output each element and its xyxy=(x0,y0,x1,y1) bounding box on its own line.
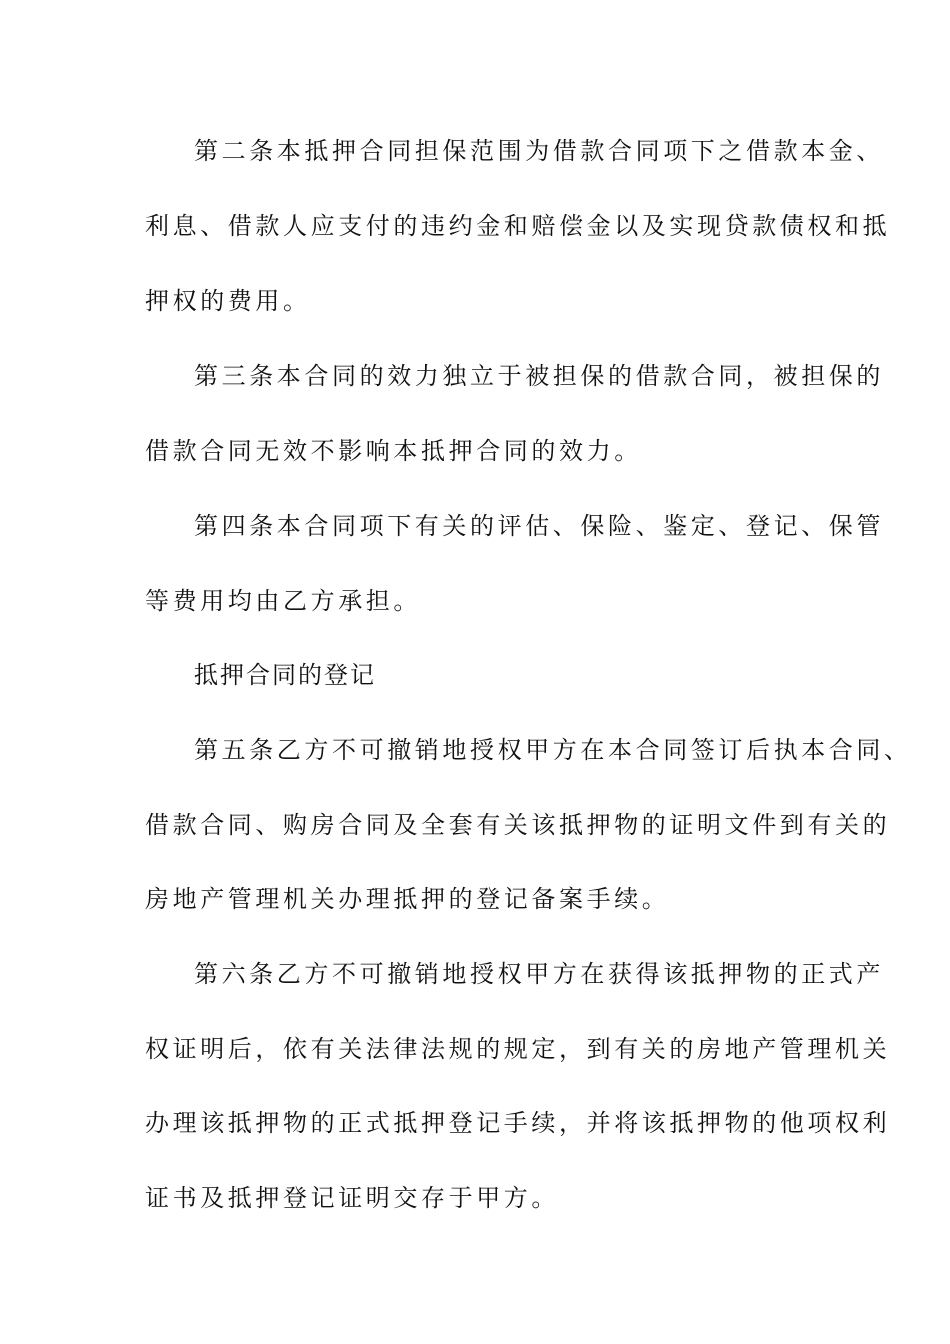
article-2-line-2: 利息、借款人应支付的违约金和赔偿金以及实现贷款债权和抵 xyxy=(145,212,891,240)
article-5-line-2: 借款合同、购房合同及全套有关该抵押物的证明文件到有关的 xyxy=(145,811,891,839)
article-3-line-2: 借款合同无效不影响本抵押合同的效力。 xyxy=(145,437,642,465)
article-4-line-2: 等费用均由乙方承担。 xyxy=(145,587,421,615)
section-heading: 抵押合同的登记 xyxy=(194,661,376,689)
article-6-line-2: 权证明后，依有关法律法规的规定，到有关的房地产管理机关 xyxy=(145,1035,891,1063)
article-6-line-1: 第六条乙方不可撤销地授权甲方在获得该抵押物的正式产 xyxy=(194,960,884,988)
article-6-line-3: 办理该抵押物的正式抵押登记手续，并将该抵押物的他项权利 xyxy=(145,1109,891,1137)
article-6-line-4: 证书及抵押登记证明交存于甲方。 xyxy=(145,1184,559,1212)
article-4-line-1: 第四条本合同项下有关的评估、保险、鉴定、登记、保管 xyxy=(194,512,884,540)
article-5-line-3: 房地产管理机关办理抵押的登记备案手续。 xyxy=(145,885,670,913)
article-2-line-1: 第二条本抵押合同担保范围为借款合同项下之借款本金、 xyxy=(194,137,884,165)
article-3-line-1: 第三条本合同的效力独立于被担保的借款合同，被担保的 xyxy=(194,362,884,390)
article-2-line-3: 押权的费用。 xyxy=(145,287,311,315)
article-5-line-1: 第五条乙方不可撤销地授权甲方在本合同签订后执本合同、 xyxy=(194,736,912,764)
